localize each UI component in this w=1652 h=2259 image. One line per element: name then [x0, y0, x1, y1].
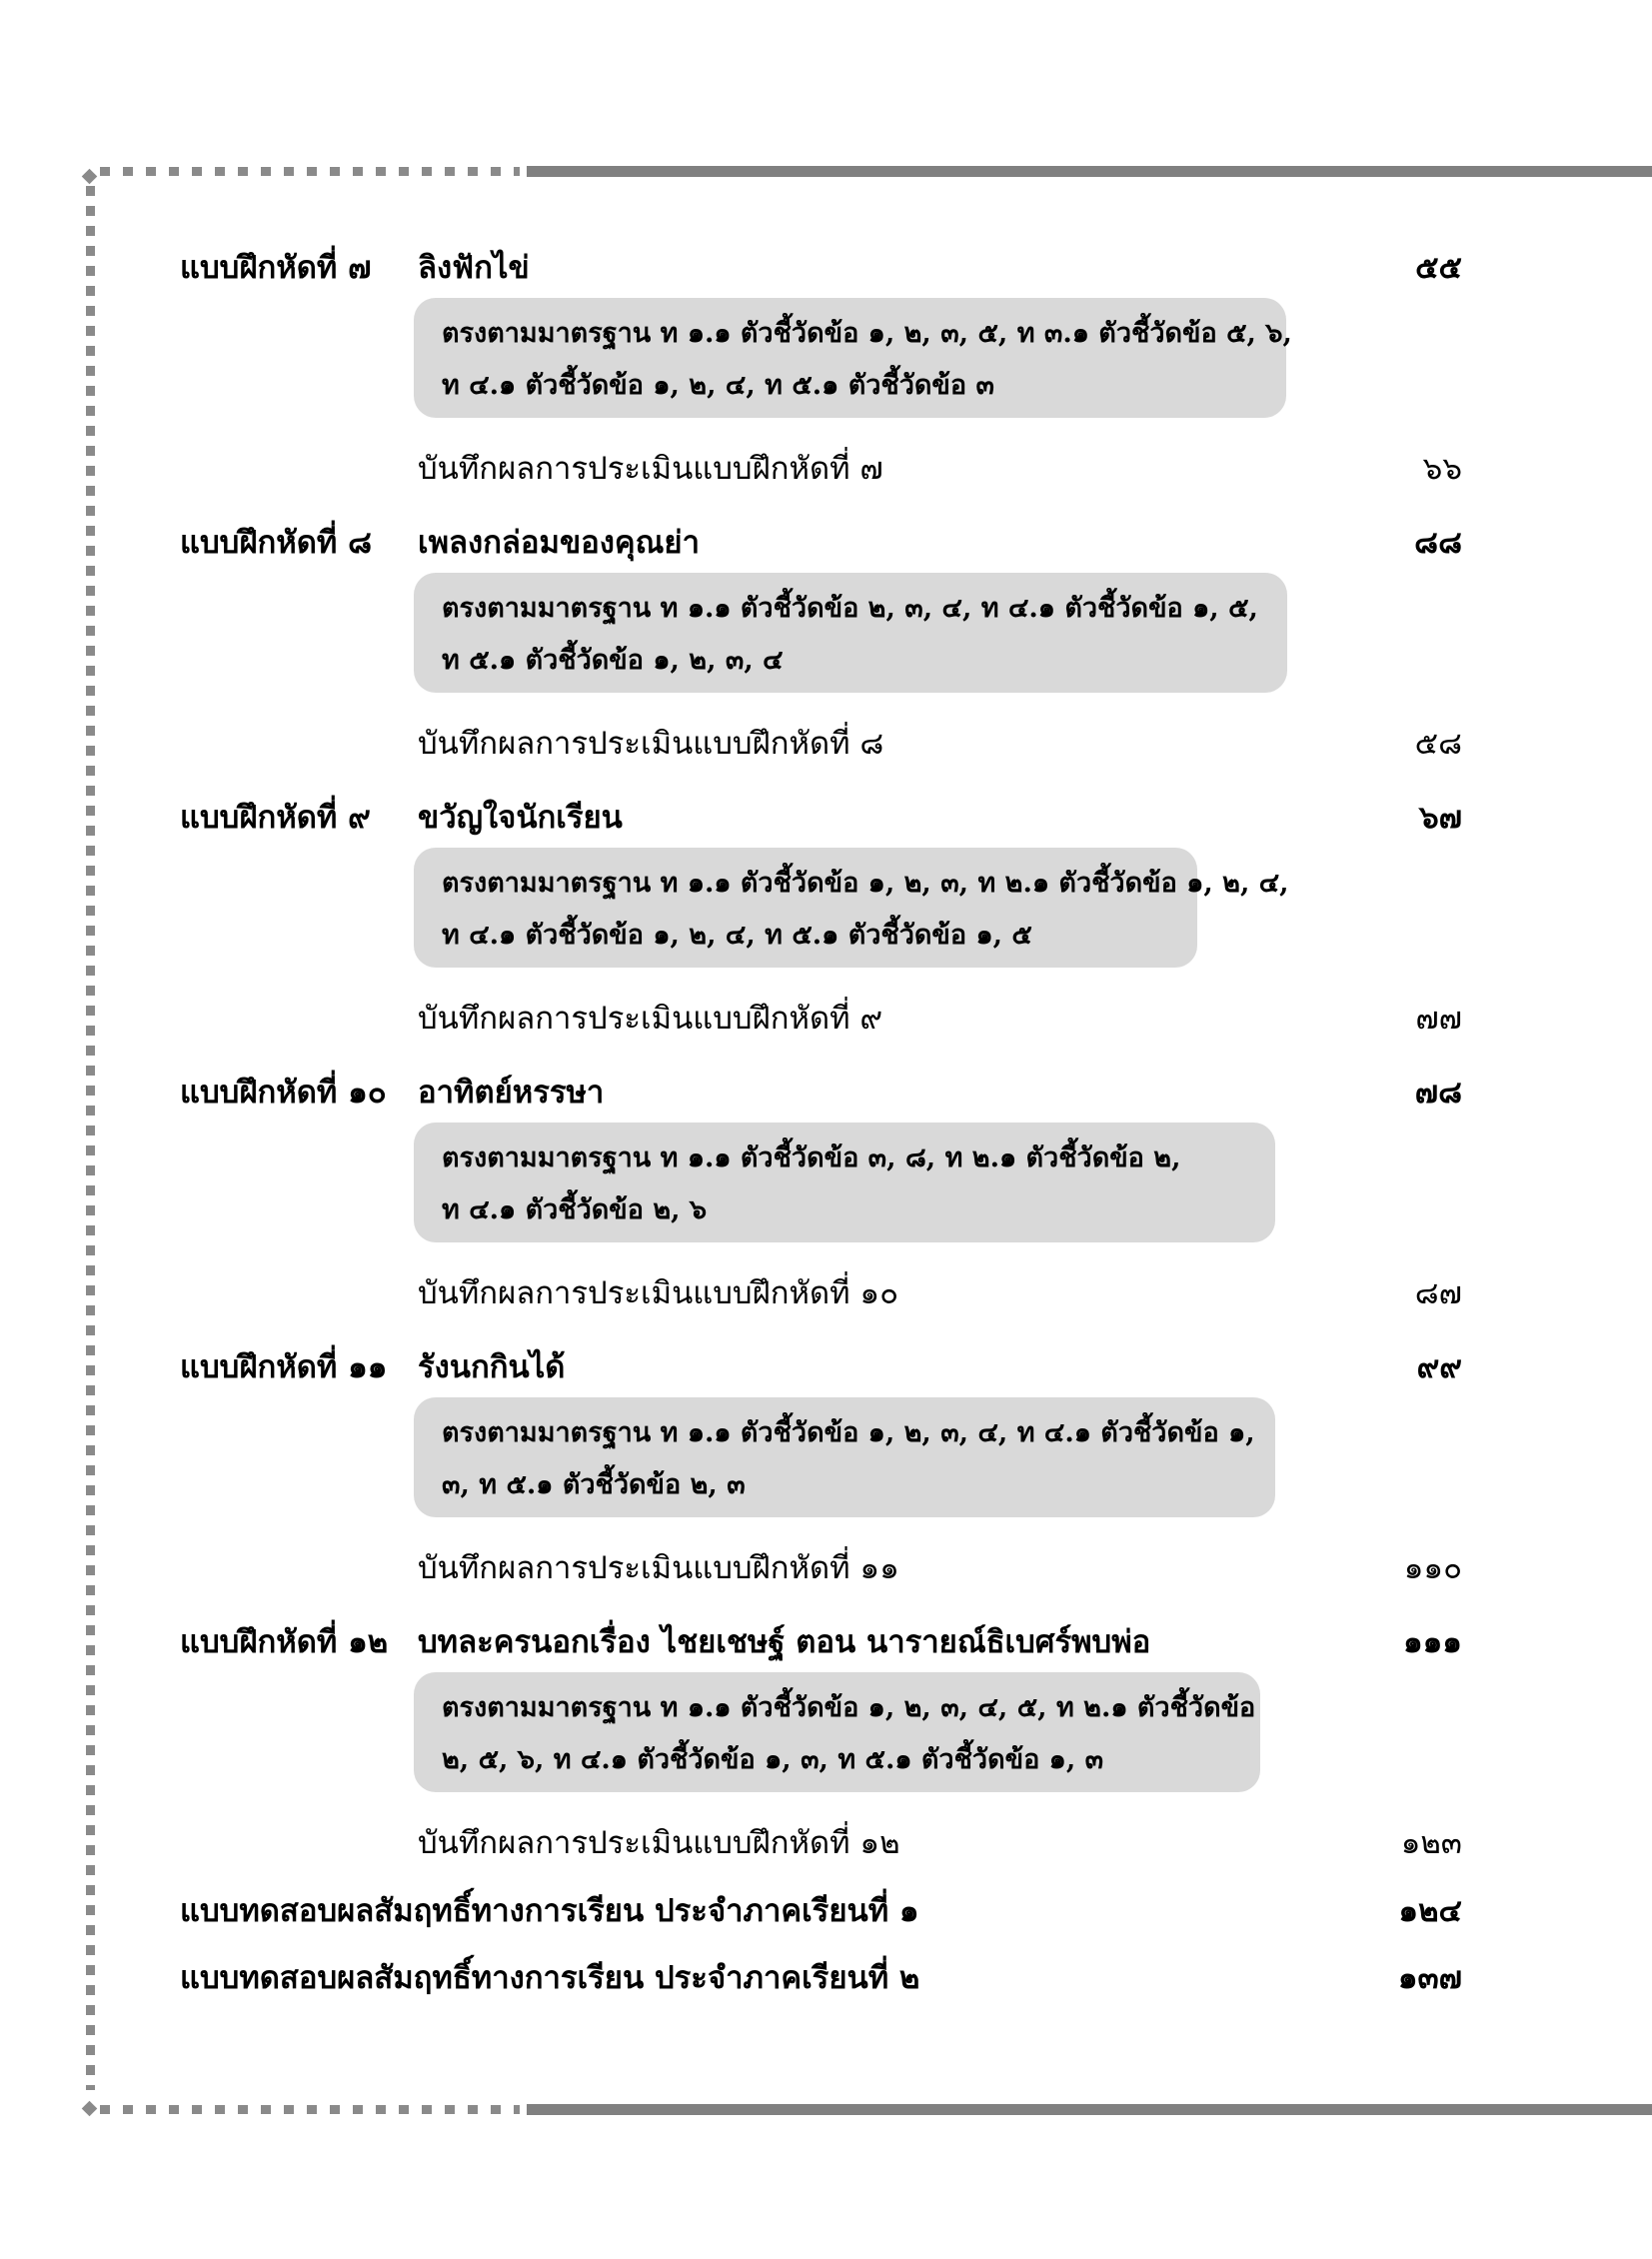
page-number: ๗๘: [1414, 1075, 1462, 1111]
page-number: ๖๖: [1422, 451, 1462, 487]
standards-box: [414, 1397, 1275, 1517]
standards-line: ตรงตามมาตรฐาน ท ๑.๑ ตัวชี้วัดข้อ ๑, ๒, ๓, ท ๒.๑ ตัวชี้วัดข้อ ๑, ๒, ๔,: [442, 868, 1289, 899]
frame-top-solid-border: [527, 166, 1652, 177]
page-number: ๘๘: [1414, 525, 1462, 561]
toc-entry-exercise-10[interactable]: [0, 1067, 1652, 1123]
toc-entry-exercise-9[interactable]: [0, 792, 1652, 848]
standards-box: [414, 1672, 1260, 1792]
toc-entry-exercise-7[interactable]: [0, 242, 1652, 298]
exam-title: แบบทดสอบผลสัมฤทธิ์ทางการเรียน ประจำภาคเรียนที่ ๑: [180, 1893, 919, 1929]
page-number: ๑๓๗: [1397, 1960, 1462, 1996]
frame-bottom-solid-border: [527, 2104, 1652, 2115]
exam-title: แบบทดสอบผลสัมฤทธิ์ทางการเรียน ประจำภาคเรียนที่ ๒: [180, 1960, 920, 1996]
page-number: ๗๗: [1415, 1001, 1462, 1037]
record-title: บันทึกผลการประเมินแบบฝึกหัดที่ ๘: [418, 726, 884, 762]
exercise-label: แบบฝึกหัดที่ ๑๐: [180, 1075, 387, 1111]
exercise-label: แบบฝึกหัดที่ ๙: [180, 800, 371, 836]
toc-entry-record-7[interactable]: [0, 443, 1652, 499]
standards-line: ท ๕.๑ ตัวชี้วัดข้อ ๑, ๒, ๓, ๔: [442, 645, 784, 676]
page-number: ๑๑๐: [1403, 1550, 1462, 1586]
standards-line: ๒, ๕, ๖, ท ๔.๑ ตัวชี้วัดข้อ ๑, ๓, ท ๕.๑ ตัวชี้วัดข้อ ๑, ๓: [442, 1744, 1104, 1775]
toc-entry-exam-1[interactable]: [0, 1885, 1652, 1941]
exercise-label: แบบฝึกหัดที่ ๗: [180, 250, 372, 286]
exercise-label: แบบฝึกหัดที่ ๑๑: [180, 1349, 388, 1385]
toc-entry-record-11[interactable]: [0, 1542, 1652, 1598]
toc-entry-exercise-8[interactable]: [0, 517, 1652, 573]
toc-entry-exercise-11[interactable]: [0, 1341, 1652, 1397]
toc-entry-exercise-12[interactable]: [0, 1616, 1652, 1672]
frame-bottom-dotted-border: [100, 2105, 520, 2114]
exercise-title: อาทิตย์หรรษา: [418, 1075, 605, 1111]
frame-corner-top: [82, 169, 98, 185]
standards-line: ท ๔.๑ ตัวชี้วัดข้อ ๑, ๒, ๔, ท ๕.๑ ตัวชี้วัดข้อ ๑, ๕: [442, 920, 1032, 951]
standards-line: ตรงตามมาตรฐาน ท ๑.๑ ตัวชี้วัดข้อ ๓, ๘, ท ๒.๑ ตัวชี้วัดข้อ ๒,: [442, 1142, 1181, 1173]
page-number: ๑๒๓: [1400, 1825, 1462, 1861]
page-number: ๕๘: [1414, 726, 1462, 762]
standards-line: ตรงตามมาตรฐาน ท ๑.๑ ตัวชี้วัดข้อ ๑, ๒, ๓, ๔, ท ๔.๑ ตัวชี้วัดข้อ ๑,: [442, 1417, 1255, 1448]
toc-entry-record-9[interactable]: [0, 993, 1652, 1049]
toc-entry-exam-2[interactable]: [0, 1952, 1652, 2008]
frame-corner-bottom: [82, 2101, 98, 2117]
page-number: ๘๗: [1414, 1275, 1462, 1311]
exercise-title: เพลงกล่อมของคุณย่า: [418, 525, 700, 561]
standards-line: ตรงตามมาตรฐาน ท ๑.๑ ตัวชี้วัดข้อ ๑, ๒, ๓, ๕, ท ๓.๑ ตัวชี้วัดข้อ ๕, ๖,: [442, 318, 1292, 349]
exercise-title: ขวัญใจนักเรียน: [418, 800, 623, 836]
page-number: ๖๗: [1419, 800, 1462, 836]
standards-box: [414, 848, 1289, 968]
page-number: ๕๕: [1415, 250, 1462, 286]
record-title: บันทึกผลการประเมินแบบฝึกหัดที่ ๑๐: [418, 1275, 898, 1311]
standards-box: [414, 573, 1287, 693]
toc-entry-record-8[interactable]: [0, 718, 1652, 774]
standards-box: [414, 1123, 1275, 1242]
exercise-label: แบบฝึกหัดที่ ๑๒: [180, 1624, 389, 1660]
toc-entry-record-10[interactable]: [0, 1267, 1652, 1323]
page-number: ๑๒๔: [1398, 1893, 1462, 1929]
exercise-title: บทละครนอกเรื่อง ไชยเชษฐ์ ตอน นารายณ์ธิเบศร์พบพ่อ: [418, 1624, 1151, 1660]
standards-line: ตรงตามมาตรฐาน ท ๑.๑ ตัวชี้วัดข้อ ๑, ๒, ๓, ๔, ๕, ท ๒.๑ ตัวชี้วัดข้อ: [442, 1692, 1256, 1723]
standards-line: ท ๔.๑ ตัวชี้วัดข้อ ๒, ๖: [442, 1194, 708, 1225]
standards-box: [414, 298, 1292, 418]
page-number: ๙๙: [1416, 1349, 1462, 1385]
standards-line: ตรงตามมาตรฐาน ท ๑.๑ ตัวชี้วัดข้อ ๒, ๓, ๔, ท ๔.๑ ตัวชี้วัดข้อ ๑, ๕,: [442, 593, 1258, 624]
exercise-title: รังนกกินได้: [418, 1349, 566, 1385]
record-title: บันทึกผลการประเมินแบบฝึกหัดที่ ๑๒: [418, 1825, 900, 1861]
exercise-title: ลิงฟักไข่: [418, 250, 530, 286]
record-title: บันทึกผลการประเมินแบบฝึกหัดที่ ๗: [418, 451, 883, 487]
standards-line: ๓, ท ๕.๑ ตัวชี้วัดข้อ ๒, ๓: [442, 1469, 746, 1500]
exercise-label: แบบฝึกหัดที่ ๘: [180, 525, 372, 561]
standards-line: ท ๔.๑ ตัวชี้วัดข้อ ๑, ๒, ๔, ท ๕.๑ ตัวชี้วัดข้อ ๓: [442, 370, 994, 401]
page-number: ๑๑๑: [1402, 1624, 1462, 1660]
toc-entry-record-12[interactable]: [0, 1817, 1652, 1873]
frame-top-dotted-border: [100, 167, 520, 176]
record-title: บันทึกผลการประเมินแบบฝึกหัดที่ ๙: [418, 1001, 883, 1037]
record-title: บันทึกผลการประเมินแบบฝึกหัดที่ ๑๑: [418, 1550, 899, 1586]
